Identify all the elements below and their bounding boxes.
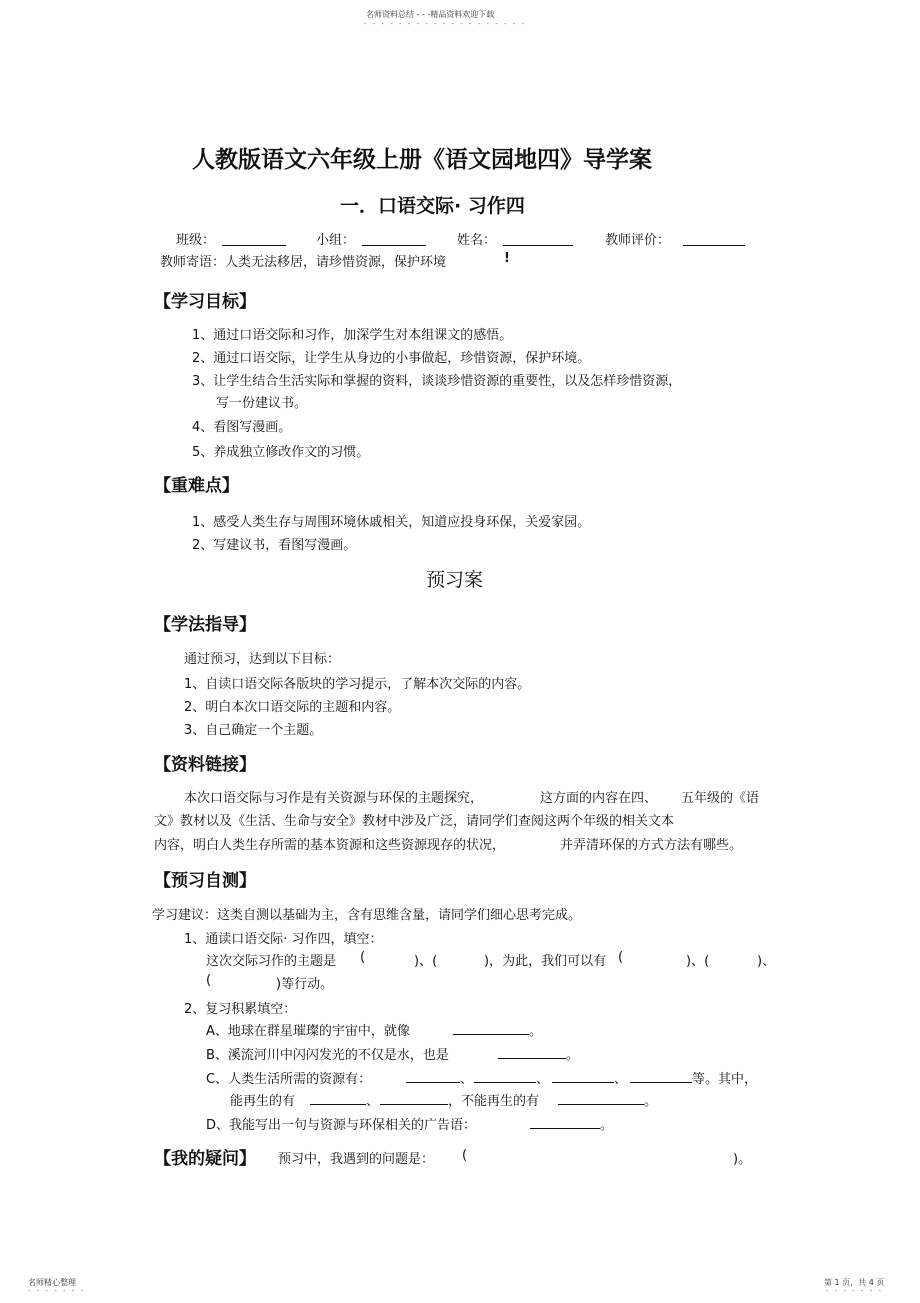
name-blank[interactable] bbox=[503, 245, 573, 246]
q2-c2-blank[interactable] bbox=[380, 1104, 448, 1105]
class-label: 班级： bbox=[176, 233, 216, 248]
self-test-advice: 学习建议：这类自测以基础为主，含有思维含量，请同学们细心思考完成。 bbox=[152, 908, 582, 923]
questions-paren-close: )。 bbox=[733, 1152, 752, 1167]
footer-page-number: 第 1 页，共 4 页 bbox=[824, 1278, 885, 1287]
q1-paren: ( bbox=[206, 973, 212, 988]
class-blank[interactable] bbox=[222, 245, 286, 246]
footer-left-dots: - - - - - - - bbox=[28, 1287, 86, 1295]
q2-d-blank[interactable] bbox=[530, 1128, 600, 1129]
question-1: 1、通读口语交际· 习作四，填空： bbox=[184, 932, 383, 947]
q1-text: )，为此，我们可以有 bbox=[484, 954, 607, 969]
footer-right-dots: - - - - - - - bbox=[826, 1287, 884, 1295]
method-intro: 通过预习，达到以下目标： bbox=[184, 652, 341, 667]
teacher-eval-blank[interactable] bbox=[683, 245, 745, 246]
q2-c2-text: 能再生的有 bbox=[230, 1094, 296, 1109]
q2-c-text: C、人类生活所需的资源有： bbox=[206, 1072, 372, 1087]
questions-paren-open: ( bbox=[462, 1148, 468, 1163]
q1-paren: ( bbox=[360, 950, 366, 965]
method-heading: 【学法指导】 bbox=[154, 615, 256, 635]
q2-c-blank[interactable] bbox=[474, 1082, 536, 1083]
method-item: 1、自读口语交际各版块的学习提示，了解本次交际的内容。 bbox=[184, 677, 531, 692]
materials-text: 并弄清环保的方式方法有哪些。 bbox=[560, 838, 743, 853]
q1-paren: ( bbox=[618, 950, 624, 965]
materials-text: 文》教材以及《生活、生命与安全》教材中涉及广泛，请同学们查阅这两个年级的相关文本 bbox=[154, 814, 675, 829]
q2-c-end: 等。其中， bbox=[692, 1072, 758, 1087]
teacher-eval-label: 教师评价： bbox=[605, 233, 671, 248]
name-label: 姓名： bbox=[457, 233, 497, 248]
q2-b-blank[interactable] bbox=[498, 1058, 566, 1059]
materials-text: 五年级的《语 bbox=[681, 791, 760, 806]
q2-c2-blank[interactable] bbox=[310, 1104, 366, 1105]
q2-a-text: A、地球在群星璀璨的宇宙中，就像 bbox=[206, 1024, 410, 1039]
key-points-heading: 【重难点】 bbox=[154, 476, 239, 496]
materials-text: 本次口语交际与习作是有关资源与环保的主题探究， bbox=[184, 791, 484, 806]
key-point-item: 1、感受人类生存与周围环境休戚相关，知道应投身环保，关爱家园。 bbox=[192, 515, 591, 530]
document-subtitle: 一．口语交际· 习作四 bbox=[340, 195, 525, 217]
goal-item: 1、通过口语交际和习作，加深学生对本组课文的感悟。 bbox=[192, 328, 513, 343]
q1-text: 这次交际习作的主题是 bbox=[206, 954, 337, 969]
teacher-message-end: ! bbox=[504, 251, 510, 266]
q1-paren: )、( bbox=[686, 954, 710, 969]
q2-a-blank[interactable] bbox=[453, 1034, 529, 1035]
goals-heading: 【学习目标】 bbox=[154, 292, 256, 312]
q1-paren: )、 bbox=[757, 954, 776, 969]
key-point-item: 2、写建议书，看图写漫画。 bbox=[192, 538, 357, 553]
q2-d-text: D、我能写出一句与资源与环保相关的广告语： bbox=[206, 1118, 477, 1133]
goal-item-continued: 写一份建议书。 bbox=[216, 396, 308, 411]
q2-c-blank[interactable] bbox=[630, 1082, 692, 1083]
goal-item: 2、通过口语交际，让学生从身边的小事做起，珍惜资源，保护环境。 bbox=[192, 351, 591, 366]
q2-c-sep: 、 bbox=[460, 1072, 474, 1087]
q2-c-blank[interactable] bbox=[406, 1082, 460, 1083]
q1-paren: )、( bbox=[414, 954, 438, 969]
q2-b-text: B、溪流河川中闪闪发光的不仅是水，也是 bbox=[206, 1048, 449, 1063]
teacher-message: 教师寄语：人类无法移居，请珍惜资源，保护环境 bbox=[160, 255, 447, 270]
q2-c2-blank[interactable] bbox=[558, 1104, 644, 1105]
q2-d-end: 。 bbox=[600, 1118, 614, 1133]
goal-item: 5、养成独立修改作文的习惯。 bbox=[192, 445, 370, 460]
questions-prompt: 预习中，我遇到的问题是： bbox=[278, 1152, 435, 1167]
materials-text: 内容，明白人类生存所需的基本资源和这些资源现存的状况， bbox=[154, 838, 506, 853]
method-item: 3、自己确定一个主题。 bbox=[184, 723, 323, 738]
questions-heading: 【我的疑问】 bbox=[154, 1149, 256, 1169]
q2-c-sep: 、 bbox=[536, 1072, 550, 1087]
goal-item: 3、让学生结合生活实际和掌握的资料，谈谈珍惜资源的重要性，以及怎样珍惜资源， bbox=[192, 374, 682, 389]
page-header-dots: - - - - - - - - - - - - - - - - - - - bbox=[364, 20, 527, 28]
materials-heading: 【资料链接】 bbox=[154, 755, 256, 775]
q1-text: )等行动。 bbox=[276, 977, 334, 992]
footer-left-text: 名师精心整理 bbox=[28, 1278, 76, 1287]
goal-item: 4、看图写漫画。 bbox=[192, 420, 292, 435]
q2-b-end: 。 bbox=[566, 1048, 580, 1063]
q2-c-blank[interactable] bbox=[552, 1082, 614, 1083]
materials-text: 这方面的内容在四、 bbox=[540, 791, 658, 806]
group-blank[interactable] bbox=[362, 245, 426, 246]
method-item: 2、明白本次口语交际的主题和内容。 bbox=[184, 700, 401, 715]
question-2: 2、复习积累填空： bbox=[184, 1002, 297, 1017]
q2-c2-end: 。 bbox=[644, 1094, 658, 1109]
q2-c2-mid: ，不能再生的有 bbox=[448, 1094, 540, 1109]
self-test-heading: 【预习自测】 bbox=[154, 871, 256, 891]
q2-a-end: 。 bbox=[529, 1024, 543, 1039]
preview-title: 预习案 bbox=[426, 569, 484, 591]
page-header-text: 名师资料总结 - - -精品资料欢迎下载 bbox=[366, 10, 495, 19]
q2-c2-sep: 、 bbox=[366, 1094, 380, 1109]
document-title: 人教版语文六年级上册《语文园地四》导学案 bbox=[192, 147, 652, 173]
q2-c-sep: 、 bbox=[614, 1072, 628, 1087]
group-label: 小组： bbox=[316, 233, 356, 248]
